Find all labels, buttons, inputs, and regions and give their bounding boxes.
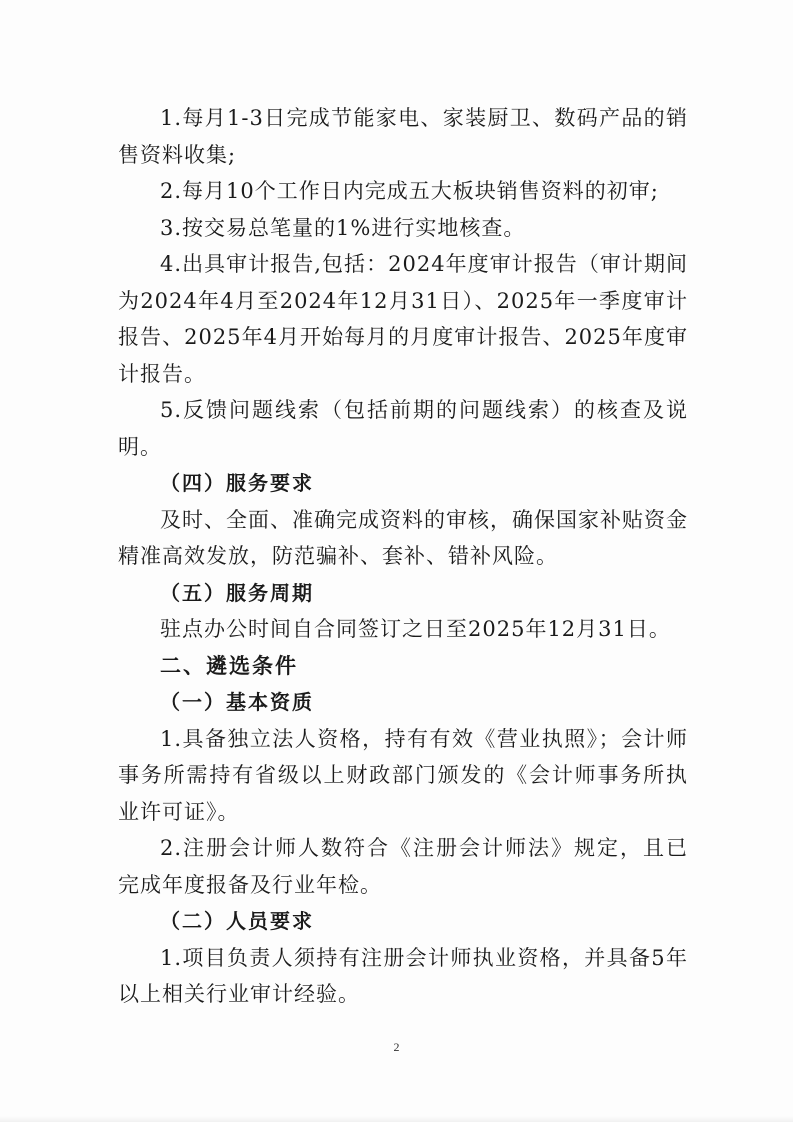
section-5-text: 驻点办公时间自合同签订之日至2025年12月31日。: [160, 617, 671, 641]
paragraph-item-3: 3.按交易总笔量的1%进行实地核查。: [160, 215, 526, 240]
subsection-2-heading: （二）人员要求: [160, 909, 314, 933]
qualification-item-1: 1.具备独立法人资格，持有有效《营业执照》；会计师事务所需持有省级以上财政部门颁发的《会计师事务所执业许可证》。: [118, 726, 688, 824]
section-4-text: 及时、全面、准确完成资料的审核，确保国家补贴资金精准高效发放，防范骗补、套补、错补风险。: [118, 507, 688, 568]
section-4-heading: （四）服务要求: [160, 471, 314, 495]
paragraph-item-5: 5.反馈问题线索（包括前期的问题线索）的核查及说明。: [118, 398, 688, 459]
paragraph-item-4: 4.出具审计报告,包括：2024年度审计报告（审计期间为2024年4月至2024年12月31日）、2025年一季度审计报告、2025年4月开始每月的月度审计报告、2025年度审计报告。: [118, 252, 688, 386]
personnel-item-1: 1.项目负责人须持有注册会计师执业资格，并具备5年以上相关行业审计经验。: [118, 945, 688, 1006]
section-5-heading: （五）服务周期: [160, 580, 314, 605]
document-body: [118, 100, 688, 1013]
page-bottom-edge: [0, 1116, 793, 1122]
qualification-item-2: 2.注册会计师人数符合《注册会计师法》规定，且已完成年度报备及行业年检。: [118, 836, 688, 897]
chapter-2-heading: 二、遴选条件: [160, 653, 298, 678]
paragraph-item-1: 1.每月1-3日完成节能家电、家装厨卫、数码产品的销售资料收集;: [118, 106, 688, 167]
paragraph-item-2: 2.每月10个工作日内完成五大板块销售资料的初审;: [160, 179, 659, 203]
subsection-1-heading: （一）基本资质: [160, 690, 314, 714]
page-number: 2: [393, 1040, 400, 1054]
